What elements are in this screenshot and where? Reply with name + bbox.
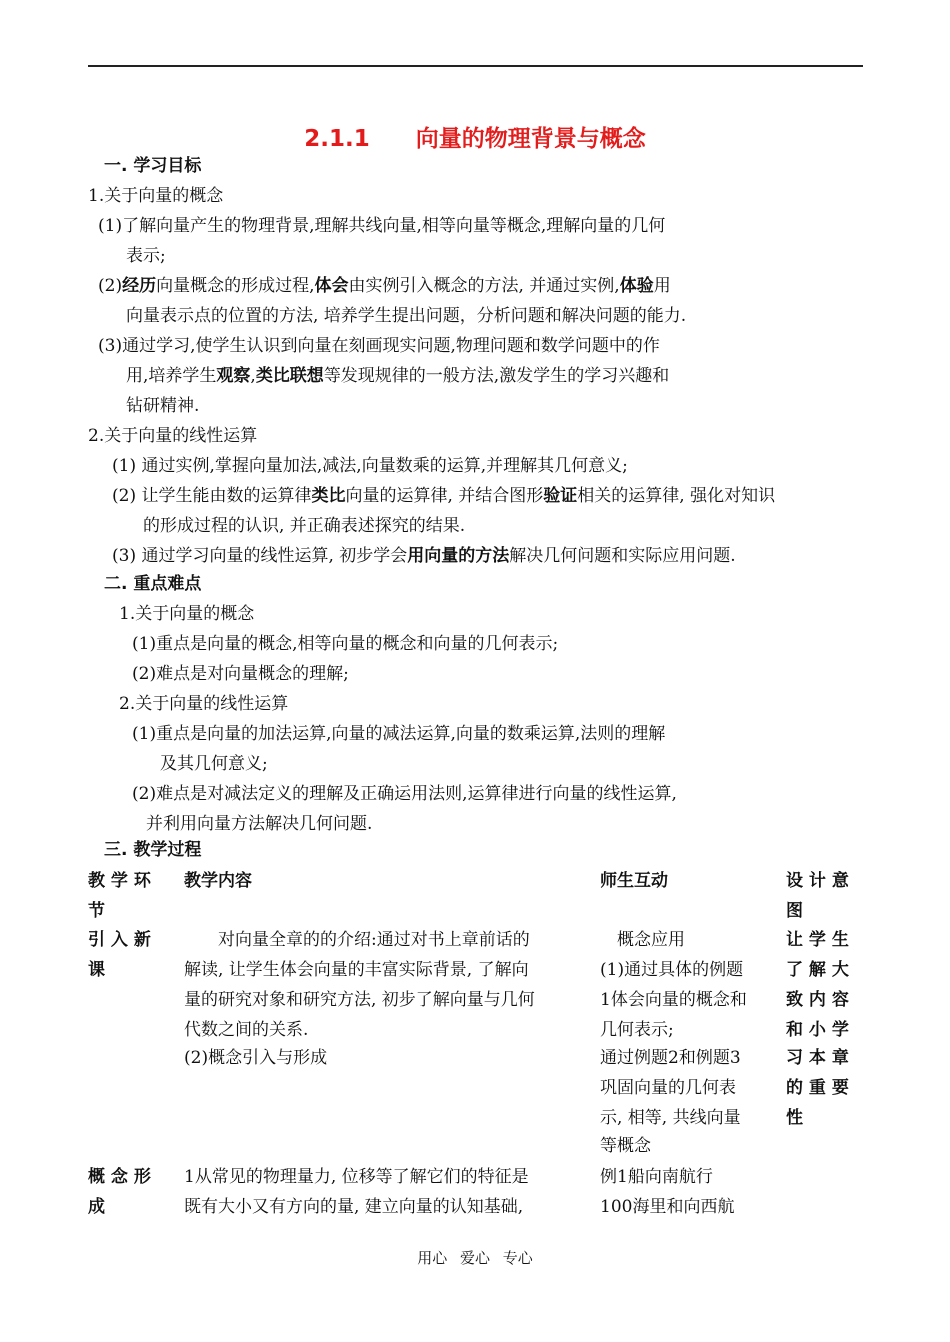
keypoint-subsection-2: 2.关于向量的线性运算 [119,694,289,714]
row1-interaction-line: (1)通过具体的例题 [600,960,744,980]
row1-purpose-line: 和 小 学 [786,1020,849,1040]
footer-word: 爱心 [459,1249,490,1267]
goal-1-3: (3)通过学习,使学生认识到向量在刻画现实问题,物理问题和数学问题中的作 [98,336,660,356]
row2-content-line: 既有大小又有方向的量, 建立向量的认知基础, [184,1197,524,1217]
row1-interaction-line: 几何表示; [600,1020,674,1040]
goal-1-1-cont: 表示; [126,246,166,266]
row1-stage: 引 入 新 [88,930,151,950]
row1-purpose-line: 致 内 容 [786,990,849,1010]
keypoint-2-1-cont: 及其几何意义; [160,754,268,774]
section-heading-goals: 一. 学习目标 [104,156,202,176]
row1-content-line: 对向量全章的的介绍:通过对书上章前话的 [184,930,530,950]
row2-stage: 概 念 形 [88,1167,151,1187]
goal-2-2-cont: 的形成过程的认识, 并正确表述探究的结果. [143,516,466,536]
goal-1-2: (2)经历向量概念的形成过程,体会由实例引入概念的方法, 并通过实例,体验用 [98,276,671,296]
row1-interaction-line: 1体会向量的概念和 [600,990,747,1010]
row1-interaction-line: 概念应用 [600,930,685,950]
row2-stage-cont: 成 [88,1197,105,1217]
row1-interaction-line: 通过例题2和例题3 [600,1048,741,1068]
col-header-stage: 教 学 环 [88,871,151,891]
col-header-interaction: 师生互动 [600,871,668,891]
row1-purpose-line: 了 解 大 [786,960,849,980]
section-heading-process: 三. 教学过程 [104,840,202,860]
row1-content-line: 代数之间的关系. [184,1020,309,1040]
row2-content-line: 1从常见的物理量力, 位移等了解它们的特征是 [184,1167,529,1187]
row1-purpose-line: 的 重 要 [786,1078,849,1098]
row1-purpose-line: 让 学 生 [786,930,849,950]
row1-content-line: 量的研究对象和研究方法, 初步了解向量与几何 [184,990,535,1010]
goal-1-1: (1)了解向量产生的物理背景,理解共线向量,相等向量等概念,理解向量的几何 [98,216,666,236]
row1-stage-cont: 课 [88,960,105,980]
goal-1-2-cont: 向量表示点的位置的方法, 培养学生提出问题，分析问题和解决问题的能力. [126,306,687,326]
row1-interaction-line: 等概念 [600,1136,651,1156]
goal-1-3-end: 钻研精神. [126,396,200,416]
goal-2-1: (1) 通过实例,掌握向量加法,减法,向量数乘的运算,并理解其几何意义; [112,456,628,476]
keypoint-1-2: (2)难点是对向量概念的理解; [132,664,349,684]
col-header-content: 教学内容 [184,871,252,891]
footer-word: 用心 [417,1249,448,1267]
goal-1-3-cont: 用,培养学生观察,类比联想等发现规律的一般方法,激发学生的学习兴趣和 [126,366,670,386]
goal-2-3: (3) 通过学习向量的线性运算, 初步学会用向量的方法解决几何问题和实际应用问题. [112,546,736,566]
row1-interaction-line: 巩固向量的几何表 [600,1078,736,1098]
footer-word: 专心 [502,1249,533,1267]
keypoint-2-1: (1)重点是向量的加法运算,向量的减法运算,向量的数乘运算,法则的理解 [132,724,666,744]
row1-content-line: 解读, 让学生体会向量的丰富实际背景, 了解向 [184,960,529,980]
row1-purpose-line: 性 [786,1108,803,1128]
goal-2-2: (2) 让学生能由数的运算律类比向量的运算律, 并结合图形验证相关的运算律, 强化对知识 [112,486,776,506]
col-header-purpose-cont: 图 [786,901,803,921]
col-header-stage-cont: 节 [88,901,105,921]
page-footer [0,1247,950,1268]
row2-interaction-line: 例1船向南航行 [600,1167,713,1187]
row1-purpose-line: 习 本 章 [786,1048,849,1068]
row1-content-line: (2)概念引入与形成 [184,1048,328,1068]
page-title: 2.1.1 向量的物理背景与概念 [304,126,646,152]
keypoint-subsection-1: 1.关于向量的概念 [119,604,255,624]
subsection-linear-ops: 2.关于向量的线性运算 [88,426,258,446]
header-rule [88,65,863,67]
row2-interaction-line: 100海里和向西航 [600,1197,735,1217]
section-heading-keypoints: 二. 重点难点 [104,574,202,594]
keypoint-2-2: (2)难点是对减法定义的理解及正确运用法则,运算律进行向量的线性运算, [132,784,677,804]
row1-interaction-line: 示, 相等, 共线向量 [600,1108,741,1128]
keypoint-1-1: (1)重点是向量的概念,相等向量的概念和向量的几何表示; [132,634,559,654]
col-header-purpose: 设 计 意 [786,871,849,891]
subsection-concept: 1.关于向量的概念 [88,186,224,206]
keypoint-2-2-cont: 并利用向量方法解决几何问题. [146,814,373,834]
